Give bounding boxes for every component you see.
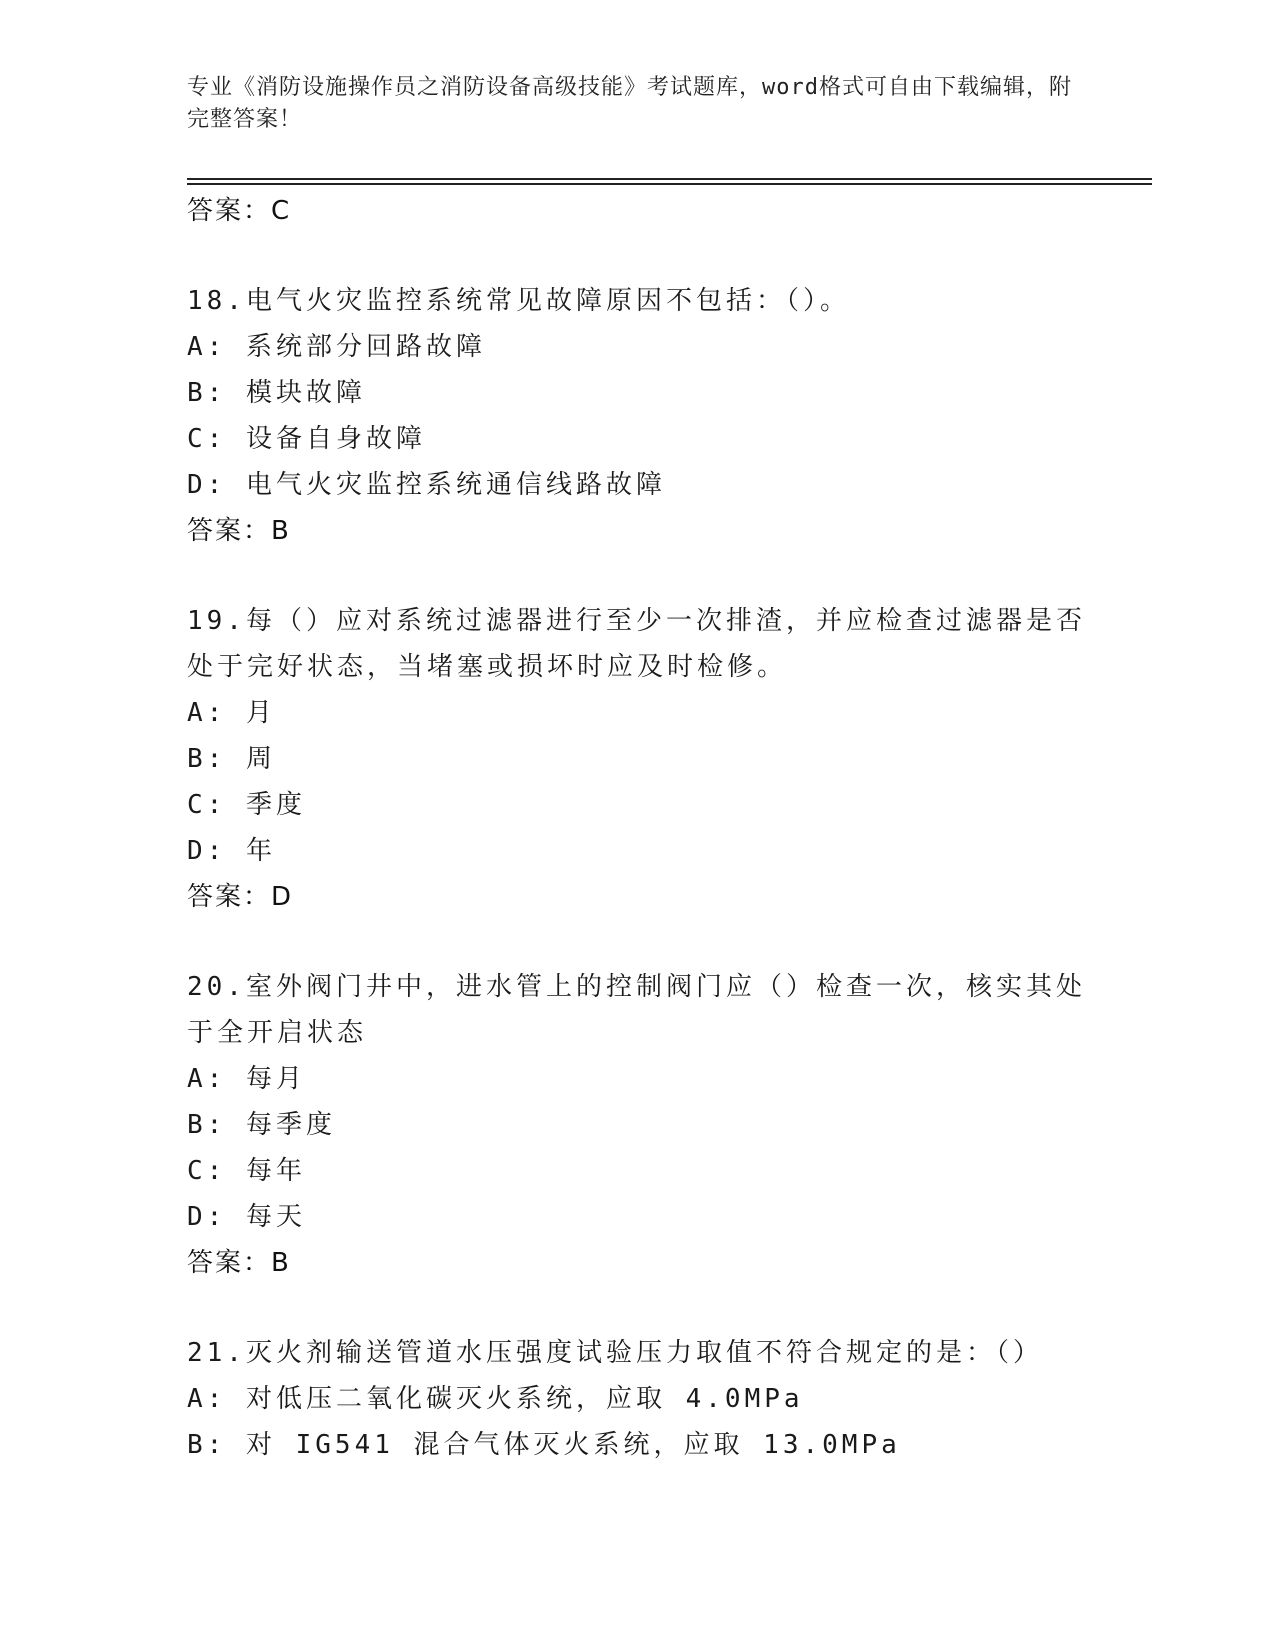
option-a: A: 对低压二氧化碳灭火系统，应取 4.0MPa xyxy=(187,1384,804,1414)
option-d: D: 每天 xyxy=(187,1202,306,1232)
answer-line: 答案：B xyxy=(187,516,291,546)
document-header xyxy=(187,72,1077,136)
option-b: B: 每季度 xyxy=(187,1110,336,1140)
question-19 xyxy=(187,598,1087,920)
answer-line: 答案：C xyxy=(187,196,292,226)
question-list xyxy=(187,188,1087,1468)
option-d: D: 电气火灾监控系统通信线路故障 xyxy=(187,470,666,500)
question-stem: 21.灭火剂输送管道水压强度试验压力取值不符合规定的是：（） xyxy=(187,1338,1043,1368)
question-21 xyxy=(187,1330,1087,1468)
header-text: 专业《消防设施操作员之消防设备高级技能》考试题库，word格式可自由下载编辑，附完整答案！ xyxy=(187,75,1072,132)
question-20 xyxy=(187,964,1087,1286)
option-c: C: 每年 xyxy=(187,1156,306,1186)
header-divider-top xyxy=(187,178,1152,180)
question-stem: 18.电气火灾监控系统常见故障原因不包括：（）。 xyxy=(187,286,850,316)
answer-line: 答案：B xyxy=(187,1248,291,1278)
option-a: A: 系统部分回路故障 xyxy=(187,332,486,362)
option-a: A: 月 xyxy=(187,698,276,728)
option-b: B: 对 IG541 混合气体灭火系统，应取 13.0MPa xyxy=(187,1430,901,1460)
answer-line: 答案：D xyxy=(187,882,294,912)
header-divider-bottom xyxy=(187,183,1152,185)
option-b: B: 周 xyxy=(187,744,276,774)
question-stem: 19.每（）应对系统过滤器进行至少一次排渣，并应检查过滤器是否处于完好状态，当堵塞或损坏时应及时检修。 xyxy=(187,606,1086,682)
option-c: C: 设备自身故障 xyxy=(187,424,426,454)
option-d: D: 年 xyxy=(187,836,276,866)
option-a: A: 每月 xyxy=(187,1064,306,1094)
option-b: B: 模块故障 xyxy=(187,378,366,408)
option-c: C: 季度 xyxy=(187,790,306,820)
question-stem: 20.室外阀门井中，进水管上的控制阀门应（）检查一次，核实其处于全开启状态 xyxy=(187,972,1086,1048)
question-18 xyxy=(187,278,1087,554)
